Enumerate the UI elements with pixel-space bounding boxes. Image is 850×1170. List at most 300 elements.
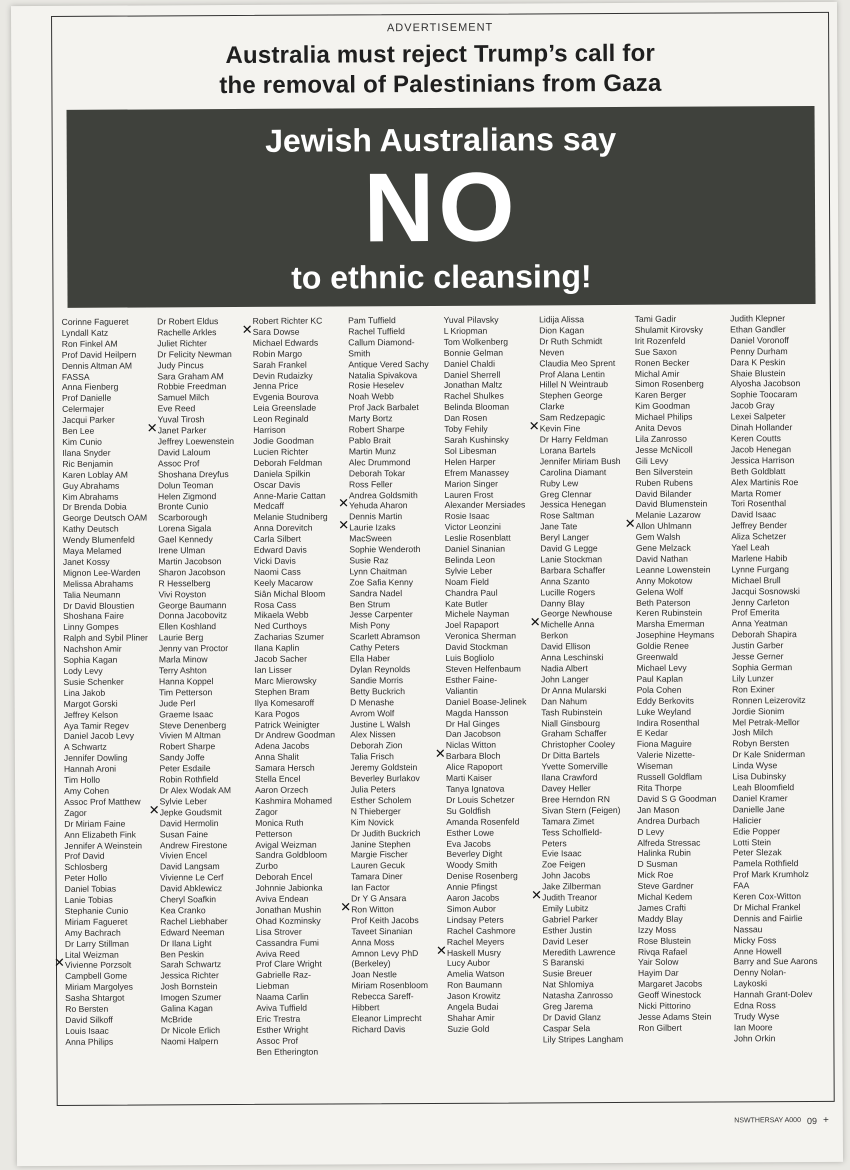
signatory-name: David Bilander bbox=[635, 488, 692, 499]
signatory-name: Cassandra Fumi bbox=[255, 937, 319, 948]
signatory-name: Imogen Szumer bbox=[160, 992, 222, 1003]
signatory-name: Michal Kedem bbox=[637, 891, 693, 902]
signatory-name: Zoe Safia Kenny bbox=[349, 576, 414, 588]
signatory-name: Daniela Spilkin bbox=[253, 468, 311, 479]
signatory-name: Joel Rapaport bbox=[445, 620, 499, 631]
signatory-name: Terry Ashton bbox=[158, 665, 207, 676]
signatory-name: Ben Etherington bbox=[256, 1046, 319, 1057]
signatory-name: Peter Esdaile bbox=[159, 763, 211, 774]
signatory-name: Luis Bogliolo bbox=[445, 652, 495, 663]
signatory-name: Smith bbox=[348, 348, 371, 359]
signatory-name: Jan Mason bbox=[637, 804, 680, 815]
signatory-name: Justine L Walsh bbox=[350, 718, 411, 729]
signatory-name: Gem Walsh bbox=[635, 531, 681, 543]
signatory-name: Emily Lubitz bbox=[542, 903, 589, 914]
signatory-name: Irene Ulman bbox=[158, 545, 206, 556]
signatory-name: Jeremy Goldstein bbox=[350, 762, 418, 773]
signatory-name: John Langer bbox=[540, 674, 589, 685]
signatory-name: Marlene Habib bbox=[731, 553, 788, 564]
signatory-name: Deborah Zion bbox=[350, 740, 403, 751]
signatory-name: David Nathan bbox=[635, 553, 688, 564]
signatory-name: Michael Brull bbox=[731, 574, 781, 586]
signatory-name: Michael Philips bbox=[635, 411, 693, 423]
signatory-name: ✕ Kevin Fine bbox=[540, 423, 634, 434]
signatory-name: David Langsam bbox=[159, 861, 220, 872]
signatory-name: Dr David Glanz bbox=[542, 1012, 602, 1023]
signatory-name: Alfreda Stressac bbox=[637, 837, 701, 848]
signatory-name: Hayim Dar bbox=[638, 968, 679, 979]
signatory-name: Ron Gilbert bbox=[638, 1022, 682, 1033]
signatory-name: Meredith Lawrence bbox=[542, 946, 616, 957]
signatory-name: George Baumann bbox=[158, 599, 227, 610]
signatory-name: Eva Jacobs bbox=[446, 838, 491, 849]
signatory-name: Tim Hollo bbox=[63, 774, 101, 785]
signatory-name: George Deutsch OAM bbox=[62, 512, 148, 524]
signatory-name: Jason Krowitz bbox=[447, 990, 501, 1002]
signatory-name: Anna Moss bbox=[351, 936, 395, 948]
signatory-name: Johnnie Jabionka bbox=[255, 882, 323, 894]
signatory-name: Micky Foss bbox=[733, 934, 777, 946]
signatory-name: Ron Finkel AM bbox=[61, 338, 118, 349]
signatory-name: Taveet Sinanian bbox=[351, 925, 413, 937]
registration-mark-icon: + bbox=[822, 1114, 829, 1126]
signatory-name: Alyosha Jacobson bbox=[730, 378, 801, 389]
signatory-name: Robert Sharpe bbox=[159, 741, 216, 752]
footer-code: NSWTHERSAY A000 bbox=[734, 1117, 801, 1125]
signatory-name: Evgenia Bourova bbox=[252, 391, 319, 403]
signatory-name: Eleanor Limprecht bbox=[351, 1013, 422, 1024]
signatory-name: Schlosberg bbox=[64, 861, 108, 873]
signatory-name: Jennifer Dowling bbox=[63, 752, 128, 764]
signatory-name: Prof Emerita bbox=[731, 607, 780, 618]
signatory-name: Lody Levy bbox=[63, 665, 103, 676]
signatory-name: Dan Rosen bbox=[444, 412, 488, 424]
signatory-name: Lanie Stockman bbox=[540, 554, 603, 565]
signatory-name: Luke Weyland bbox=[636, 706, 692, 717]
signatory-name: Beverley Dight bbox=[446, 849, 503, 860]
signatory-name: Dylan Reynolds bbox=[349, 664, 411, 675]
signatory-name: Noam Field bbox=[444, 576, 489, 587]
signatory-name: Suzie Gold bbox=[447, 1023, 490, 1034]
signatory-name: Kea Cranko bbox=[160, 905, 206, 916]
signatory-name: Beverley Burlakov bbox=[350, 773, 420, 784]
signatory-name: Yuval Pilavsky bbox=[443, 314, 499, 325]
signatory-name: Kim Cunio bbox=[62, 436, 102, 447]
signatory-name: Dennis Altman AM bbox=[61, 360, 133, 371]
signatory-name: Dolun Teoman bbox=[157, 479, 214, 491]
signatory-name: Andrea Goldsmith bbox=[349, 489, 418, 500]
signatory-name: Aaron Jacobs bbox=[446, 892, 500, 903]
signatory-name: Siân Michal Bloom bbox=[254, 588, 326, 599]
signatory-column bbox=[537, 314, 637, 1096]
signatory-name: Dr Robert Eldus bbox=[157, 316, 219, 327]
signatory-name: Veronica Sherman bbox=[445, 630, 517, 642]
signatory-name: Halicier bbox=[732, 814, 762, 826]
signatory-name: Ilana Kaplin bbox=[254, 642, 300, 654]
signatory-name: Dr Ilana Light bbox=[160, 937, 212, 949]
signatory-name: Talia Neumann bbox=[63, 589, 121, 600]
signatory-name: Chandra Paul bbox=[445, 587, 498, 598]
signatory-name: Beth Paterson bbox=[636, 597, 691, 608]
signatory-name: Nachshon Amir bbox=[63, 643, 122, 655]
signatory-name: Anne-Marie Cattan bbox=[253, 490, 326, 501]
signatory-name: Lily Stripes Langham bbox=[542, 1033, 624, 1045]
signatory-name: FASSA bbox=[61, 371, 90, 382]
signatory-name: Esther Scholem bbox=[350, 794, 412, 806]
signatory-name: Kim Goodman bbox=[635, 400, 691, 412]
signatory-name: Lauren Frost bbox=[444, 489, 494, 500]
signatory-name: Margaret Jacobs bbox=[638, 978, 703, 990]
signatory-name: Gael Kennedy bbox=[158, 534, 213, 545]
signatory-name: Robbie Freedman bbox=[157, 381, 227, 392]
signatory-name: Tori Rosenthal bbox=[731, 498, 787, 509]
signatory-name: Ro Bersten bbox=[65, 1003, 109, 1014]
signatory-name: Keren Rubinstein bbox=[636, 608, 703, 619]
signatory-name: Peter Hollo bbox=[64, 872, 108, 884]
signatory-name: ✕ Yehuda Aharon bbox=[349, 500, 443, 511]
signatory-name: Efrem Manassey bbox=[444, 467, 509, 478]
signatory-name: David Isaac bbox=[731, 509, 777, 520]
signatory-name: Shoshana Dreyfus bbox=[157, 468, 229, 480]
signatory-column bbox=[60, 316, 160, 1098]
signatory-name: Bonnie Gelman bbox=[443, 347, 504, 358]
signatory-name: Alexander Mersiades bbox=[444, 499, 526, 511]
signatory-name: Dan Nahum bbox=[541, 695, 587, 707]
signatory-name: Sophia Kagan bbox=[63, 654, 118, 665]
signatory-name: Daniel Chaldi bbox=[443, 358, 495, 369]
signatory-name: Jude Perl bbox=[159, 697, 196, 709]
signatory-name: Niall Ginsbourg bbox=[541, 717, 601, 728]
signatory-name: Marsha Emerman bbox=[636, 618, 705, 630]
signatory-name: Hannah Aroni bbox=[63, 763, 117, 775]
signatory-name: Ned Curthoys bbox=[254, 621, 307, 632]
signatory-name: Barbara Schaffer bbox=[540, 564, 606, 576]
signatory-name: Dr Ruth Schmidt bbox=[539, 335, 603, 347]
signatory-name: John Orkin bbox=[733, 1032, 776, 1044]
signatory-name: Nicki Pittorino bbox=[638, 1000, 691, 1011]
signatory-name: Kim Abrahams bbox=[62, 491, 119, 502]
signatory-name: Ronen Becker bbox=[634, 357, 690, 368]
signatory-name: Eric Trestra bbox=[256, 1013, 301, 1024]
signatory-name: Victor Leonzini bbox=[444, 521, 501, 533]
signatory-name: Bronte Cunio bbox=[158, 501, 209, 512]
signatory-name: Mish Pony bbox=[349, 620, 390, 631]
signatory-name: Gili Levy bbox=[635, 455, 669, 466]
signatory-name: Berkon bbox=[540, 630, 569, 641]
signatory-name: Gabriel Parker bbox=[542, 913, 598, 925]
signatory-name: Prof David bbox=[64, 851, 105, 862]
signatory-name: Dr Andrew Goodman bbox=[254, 729, 336, 741]
signatory-name: Ethan Gandler bbox=[730, 324, 786, 335]
signatory-name: Christopher Cooley bbox=[541, 739, 615, 750]
signatory-name: Anita Devos bbox=[635, 422, 682, 433]
signatory-name: Jesse Gerner bbox=[731, 651, 784, 662]
signatory-name: Keren Coutts bbox=[730, 433, 781, 444]
signatory-name: ✕ Michelle Anna bbox=[541, 619, 635, 630]
signatory-name: Jennifer A Weinstein bbox=[64, 839, 143, 851]
signatory-name: Vivienne Le Cerf bbox=[160, 872, 224, 883]
signatory-name: Ronnen Leizerovitz bbox=[732, 694, 806, 706]
headline bbox=[58, 38, 822, 102]
signatory-name: Oscar Davis bbox=[253, 479, 301, 490]
signatory-name: Mick Roe bbox=[637, 869, 674, 881]
signatory-name: Dr Alex Wodak AM bbox=[159, 784, 232, 796]
signatory-name: Rachel Liebhaber bbox=[160, 915, 228, 927]
signatory-name: Ella Haber bbox=[349, 653, 391, 664]
signatory-name: Daniel Kramer bbox=[732, 792, 788, 804]
signatory-name: (Berkeley) bbox=[351, 958, 391, 969]
signatory-name: Deborah Tokar bbox=[348, 467, 406, 479]
signatory-name: Aya Tamir Regev bbox=[63, 720, 129, 731]
signatory-name: Fiona Maguire bbox=[636, 738, 692, 750]
signatory-name: Cheryl Soafkin bbox=[160, 894, 217, 905]
headline-line-2: the removal of Palestinians from Gaza bbox=[219, 69, 662, 100]
signatory-name: Melanie Studniberg bbox=[253, 511, 328, 523]
signatory-name: Linda Wyse bbox=[732, 760, 778, 771]
signatory-name: Leanne Lowenstein bbox=[635, 564, 711, 575]
signatory-name: Judy Pincus bbox=[157, 359, 204, 371]
signatory-name: Lynne Furgang bbox=[731, 563, 789, 575]
signatory-name: Lital Weizman bbox=[64, 949, 119, 960]
signatory-name: McBride bbox=[160, 1014, 193, 1025]
signatory-name: Leia Greenslade bbox=[253, 402, 317, 414]
signatory-name: Aliza Schetzer bbox=[731, 531, 787, 542]
signatory-name: MacSween bbox=[349, 533, 392, 544]
signatory-column bbox=[251, 315, 351, 1097]
signatory-name: Lisa Strover bbox=[255, 926, 302, 937]
signatory-name: Rose Blustein bbox=[637, 935, 691, 946]
signatory-name: Naama Carlin bbox=[256, 991, 309, 1003]
signatory-name: Dr David Bloustien bbox=[63, 600, 135, 611]
signatory-name: Janet Kossy bbox=[62, 556, 110, 567]
signatory-name: Medcaff bbox=[253, 501, 285, 512]
signatory-name: Penny Durham bbox=[730, 345, 788, 357]
signatory-name: Anne Howell bbox=[733, 945, 782, 956]
signatory-name: Marta Romer bbox=[731, 487, 782, 498]
signatory-name: Sara Graham AM bbox=[157, 370, 224, 381]
signatory-name: Stephen George bbox=[539, 390, 603, 401]
signatory-name: Mignon Lee-Warden bbox=[62, 567, 141, 578]
signatory-name: Esther Justin bbox=[542, 924, 593, 936]
signatory-name: Evie Isaac bbox=[541, 848, 582, 859]
signatory-name: Andrew Firestone bbox=[159, 839, 228, 850]
signatory-name: Dr Felicity Newman bbox=[157, 348, 232, 360]
signatory-name: Dr Louis Schetzer bbox=[446, 794, 515, 805]
signatory-name: Prof Clare Wright bbox=[255, 959, 322, 970]
signatory-name: Louis Isaac bbox=[65, 1025, 109, 1036]
signatory-name: ✕ Allon Uhlmann bbox=[636, 521, 730, 532]
signatory-name: Guy Abrahams bbox=[62, 480, 120, 491]
signatory-name: Barry and Sue Aarons bbox=[733, 956, 818, 967]
signatory-name: Stephen Bram bbox=[254, 686, 310, 697]
signatory-name: Talia Frisch bbox=[350, 751, 394, 762]
signatory-name: Amelia Watson bbox=[447, 968, 505, 980]
signatory-name: Avigal Weizman bbox=[255, 839, 317, 850]
signatory-name: Nassau bbox=[733, 923, 763, 935]
signatory-name: Jacob Gray bbox=[730, 400, 775, 411]
signatory-name: Magda Hansson bbox=[445, 707, 509, 718]
signatory-name: Josephine Heymans bbox=[636, 629, 715, 641]
signatory-name: Sol Libesman bbox=[444, 445, 497, 456]
signatory-name: Clarke bbox=[539, 401, 565, 412]
newspaper-page bbox=[11, 2, 843, 1166]
signatory-name: Graeme Isaac bbox=[159, 708, 214, 720]
signatory-name: ✕ Laurie Izaks bbox=[349, 522, 443, 533]
signatory-name: Edward Davis bbox=[253, 544, 307, 555]
signatory-name: Rachel Shulkes bbox=[443, 390, 504, 402]
signatory-name: Campbell Gome bbox=[65, 970, 128, 982]
signatory-name: Danny Blay bbox=[540, 597, 585, 608]
signatory-name: Laurie Berg bbox=[158, 632, 204, 643]
signatory-name: Sandy Joffe bbox=[159, 752, 205, 763]
signatory-name: Sasha Shtargot bbox=[65, 992, 125, 1004]
signatory-name: George Newhouse bbox=[540, 608, 613, 619]
signatory-name: Lisa Dubinsky bbox=[732, 771, 787, 782]
signatory-name: Pola Cohen bbox=[636, 684, 682, 695]
signatory-name: Robin Rothfield bbox=[159, 774, 219, 785]
signatory-name: Lorana Bartels bbox=[539, 444, 596, 456]
signatory-name: Indira Rosenthal bbox=[636, 717, 700, 728]
signatory-name: Belinda Blooman bbox=[444, 401, 510, 413]
signatory-name: Rachel Meyers bbox=[446, 936, 505, 947]
banner bbox=[67, 106, 816, 308]
signatory-name: Jordie Sionim bbox=[732, 705, 785, 717]
signatory-name: Jacob Sacher bbox=[254, 653, 307, 664]
signatory-name: Ian Moore bbox=[733, 1022, 773, 1033]
signatory-name: Helen Zigmond bbox=[158, 490, 217, 501]
signatory-name: Caspar Sela bbox=[542, 1023, 591, 1034]
signatory-name: David Laloum bbox=[157, 447, 211, 458]
signatory-name: Anna Dorevitch bbox=[253, 522, 313, 534]
signatory-name: Kate Butler bbox=[445, 598, 488, 609]
signatory-name: Marion Singer bbox=[444, 478, 498, 489]
signatory-name: Samuel Milch bbox=[157, 392, 210, 403]
signatory-name: David Leser bbox=[542, 935, 589, 947]
signatory-name: Ohad Kozminsky bbox=[255, 915, 321, 926]
signatory-name: Greenwald bbox=[636, 651, 678, 662]
signatory-name: Devin Rudaizky bbox=[252, 370, 313, 381]
signatory-name: Lynn Chaitman bbox=[349, 565, 407, 577]
signatory-name: Geoff Winestock bbox=[638, 989, 702, 1001]
signatory-name: Hillel N Weintraub bbox=[539, 379, 609, 390]
signatory-name: Tom Wolkenberg bbox=[443, 336, 509, 347]
signatory-name: Beryl Langer bbox=[540, 532, 590, 543]
signatory-name: Galina Kagan bbox=[160, 1003, 213, 1014]
signatory-name: Michal Amir bbox=[634, 368, 680, 379]
signatory-name: Eddy Berkovits bbox=[636, 695, 694, 706]
signatory-name: Aaron Orzech bbox=[255, 784, 309, 795]
signatory-name: Eve Reed bbox=[157, 403, 196, 414]
signatory-name: Martin Jacobson bbox=[158, 556, 222, 567]
signatory-name: Rita Thorpe bbox=[637, 782, 682, 793]
signatory-name: Wiseman bbox=[636, 760, 673, 772]
signatory-name: Steve Denenberg bbox=[159, 719, 227, 730]
signatory-name: Jenny van Proctor bbox=[158, 643, 229, 654]
signatory-name: Rosie Heselev bbox=[348, 380, 404, 391]
signatory-column bbox=[633, 313, 733, 1095]
signatory-name: Ralph and Sybil Pliner bbox=[63, 632, 148, 644]
signatory-name: Betty Buckrich bbox=[350, 685, 406, 697]
signatory-name: Lina Jakob bbox=[63, 687, 106, 698]
signatory-name: Danielle Jane bbox=[732, 803, 785, 815]
signatory-name: Toby Fehily bbox=[444, 423, 488, 434]
signatory-name: Kathy Deutsch bbox=[62, 523, 119, 535]
signatory-name: Sophia German bbox=[731, 662, 793, 673]
signatory-name: Keely Macarow bbox=[253, 577, 313, 588]
signatory-name: Graham Schaffer bbox=[541, 728, 607, 739]
signatory-name: Anna Szanto bbox=[540, 575, 590, 587]
signatory-name: Dr Nicole Erlich bbox=[160, 1024, 221, 1036]
signatory-name: ✕ Sara Dowse bbox=[253, 326, 347, 337]
signatory-name: Susan Faine bbox=[159, 828, 209, 839]
signatory-name: Samara Hersch bbox=[254, 762, 315, 774]
signatory-name: L Kriopman bbox=[443, 325, 488, 336]
signatory-name: Amnon Levy PhD bbox=[351, 947, 419, 958]
signatory-name: Daniel Voronoff bbox=[730, 334, 789, 346]
signatory-name: Steven Helfenbaum bbox=[445, 663, 521, 674]
signatory-name: Tess Scholfield- bbox=[541, 826, 603, 837]
signatory-name: Yair Solow bbox=[637, 957, 679, 968]
signatory-name: Ilana Crawford bbox=[541, 772, 598, 783]
signatory-name: Robin Margo bbox=[252, 348, 303, 359]
signatory-name: Sam Redzepagic bbox=[539, 412, 606, 423]
signatory-name: Sue Saxon bbox=[634, 346, 677, 357]
signatory-name: Daniel Jacob Levy bbox=[63, 730, 135, 742]
signatory-name: James Crafti bbox=[637, 902, 686, 913]
signatory-name: Sandra Nadel bbox=[349, 587, 403, 599]
signatory-name: Vicki Davis bbox=[253, 555, 296, 566]
signatory-name: Rachel Cashmore bbox=[446, 925, 516, 936]
signatory-name: Shoshana Faire bbox=[63, 611, 124, 622]
signatory-name: Jesse Adams Stein bbox=[638, 1011, 712, 1022]
signatory-name: Prof Danielle bbox=[61, 392, 112, 404]
signatory-name: Marc Mierowsky bbox=[254, 675, 317, 686]
signatory-name: Shahar Amir bbox=[447, 1012, 495, 1023]
signatory-name: Esther Wright bbox=[256, 1024, 309, 1035]
signatory-name: Robert Richter KC bbox=[252, 315, 323, 326]
signatory-name: David Ellison bbox=[540, 641, 591, 652]
signatory-name: Zagor bbox=[64, 807, 87, 818]
signatory-name: Dara K Peskin bbox=[730, 356, 786, 368]
signatory-name: Antique Vered Sachy bbox=[348, 358, 429, 370]
signatory-name: Ruben Rubens bbox=[635, 477, 693, 488]
signatory-name: Halinka Rubin bbox=[637, 848, 691, 859]
signatory-name: Russell Goldflam bbox=[636, 771, 702, 782]
signatory-name: Dr Miriam Faine bbox=[64, 818, 126, 829]
signatory-name: Prof Keith Jacobs bbox=[351, 914, 419, 926]
signatory-name: Yvette Somerville bbox=[541, 761, 608, 772]
signatory-name: Liebman bbox=[256, 981, 290, 992]
banner-line-3: to ethnic cleansing! bbox=[291, 258, 592, 296]
signatory-name: Edie Popper bbox=[732, 825, 781, 836]
signatory-name: Dennis and Fairlie bbox=[733, 912, 803, 924]
signatory-name: David Abklewicz bbox=[160, 883, 223, 894]
signatory-name: Ron Exiner bbox=[732, 683, 775, 695]
signatory-name: Jeffrey Kelson bbox=[63, 709, 119, 720]
signatory-name: Natalia Spivakova bbox=[348, 369, 418, 380]
signatory-name: Alex Martinis Roe bbox=[730, 476, 799, 488]
signatory-name: Scarborough bbox=[158, 512, 208, 523]
signatory-name: Prof Jack Barbalet bbox=[348, 402, 419, 413]
signatory-name: Dr Anna Mularski bbox=[541, 684, 607, 696]
signatory-name: Lucien Richter bbox=[253, 446, 309, 457]
signatory-name: Nat Shlomiya bbox=[542, 979, 594, 990]
signatory-name: Avrom Wolf bbox=[350, 707, 395, 719]
signatory-name: Stephanie Cunio bbox=[64, 905, 129, 916]
signatory-name: Michele Nayman bbox=[445, 609, 510, 620]
signatory-name: Lorena Sigala bbox=[158, 523, 212, 534]
signatory-name: Goldie Renee bbox=[636, 640, 689, 652]
